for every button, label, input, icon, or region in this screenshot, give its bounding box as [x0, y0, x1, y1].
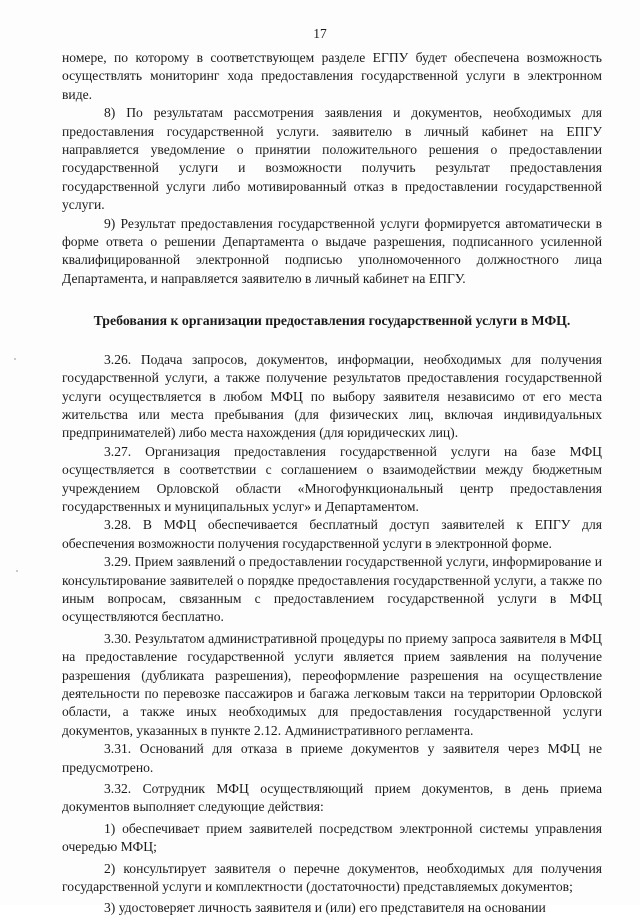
paragraph-3-29: 3.29. Прием заявлений о предоставлении государственной услуги, информирование и консультирование заявителей о порядке предоставления государственной услуги, а также по иным вопросам, связанным с предоставлением государственной услуги в МФЦ осуществляются бесплатно. — [62, 554, 602, 625]
scan-dot — [14, 358, 16, 360]
paragraph-item-8: 8) По результатам рассмотрения заявления и документов, необходимых для предоставления государственной услуги. заявителю в личный кабинет на ЕПГУ направляется уведомление о принятии положительного решения о предоставлении государственной услуги и возможности получить результат предоставления государственной услуги либо мотивированный отказ в предоставлении государственной услуги. — [62, 105, 602, 213]
paragraph-item-9: 9) Результат предоставления государственной услуги формируется автоматически в форме ответа о решении Департамента о выдаче разрешения, подписанного усиленной квалифицированной электронной подписью уполномоченного должностного лица Департамента, и направляется заявителю в личный кабинет на ЕПГУ. — [62, 215, 602, 286]
list-item-1: 1) обеспечивает прием заявителей посредством электронной системы управления очередью МФЦ; — [62, 820, 602, 855]
page-number: 17 — [313, 26, 327, 41]
list-item-3: 3) удостоверяет личность заявителя и (или) его представителя на основании — [104, 900, 546, 916]
paragraph-3-26: 3.26. Подача запросов, документов, информации, необходимых для получения государственной услуги, а также получение результатов предоставления государственной услуги осуществляется в любом МФЦ по выбору заявителя независимо от его места жительства или места пребывания (для физических лиц, включая индивидуальных предпринимателей) либо места нахождения (для юридических лиц). — [62, 351, 602, 441]
paragraph-3-31: 3.31. Оснований для отказа в приеме документов у заявителя через МФЦ не предусмотрено. — [62, 741, 602, 775]
document-body — [62, 49, 602, 918]
paragraph-continuation: номере, по которому в соответствующем разделе ЕГПУ будет обеспечена возможность осуществлять мониторинг хода предоставления государственной услуги в электронном виде. — [62, 50, 602, 102]
paragraph-3-28: 3.28. В МФЦ обеспечивается бесплатный доступ заявителей к ЕПГУ для обеспечения возможности получения государственной услуги в электронной форме. — [62, 517, 602, 551]
section-heading: Требования к организации предоставления государственной услуги в МФЦ. — [93, 313, 571, 329]
paragraph-3-30: 3.30. Результатом административной процедуры по приему запроса заявителя в МФЦ на предоставление государственной услуги является прием заявления на получение разрешения (дубликата разрешения), переоформление разрешения на осуществление деятельности по перевозке пассажиров и багажа легковым такси на территории Орловской области, а также иных необходимых для предоставления государственной услуги документов, указанных в пункте 2.12. Административного регламента. — [62, 630, 602, 738]
paragraph-3-32: 3.32. Сотрудник МФЦ осуществляющий прием документов, в день приема документов выполняет следующие действия: — [62, 781, 602, 815]
list-item-2: 2) консультирует заявителя о перечне документов, необходимых для получения государственной услуги и комплектности (достаточности) представляемых документов; — [62, 860, 602, 895]
scan-dot — [16, 570, 18, 572]
paragraph-3-27: 3.27. Организация предоставления государственной услуги на базе МФЦ осуществляется в соответствии с соглашением о взаимодействии между бюджетным учреждением Орловской области «Многофункциональный центр предоставления государственных и муниципальных услуг» и Департаментом. — [62, 443, 602, 514]
